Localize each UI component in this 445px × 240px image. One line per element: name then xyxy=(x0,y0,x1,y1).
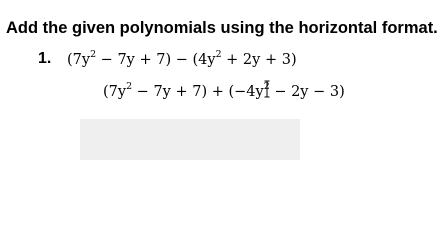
expression-part: + 2y + 3) xyxy=(221,52,297,68)
rewritten-expression xyxy=(103,81,345,103)
expression-part: (7y xyxy=(103,84,127,100)
expression-part: − 7y + 7) − (4y xyxy=(96,52,216,68)
exponent: 2 xyxy=(126,80,133,92)
exponent: 2 xyxy=(263,80,270,92)
text-cursor-icon xyxy=(264,80,270,98)
problem-number: 1. xyxy=(38,50,52,67)
exponent: 2 xyxy=(90,48,97,60)
exponent: 2 xyxy=(215,48,222,60)
instruction-heading: Add the given polynomials using the horizontal format. xyxy=(6,19,438,37)
expression-part: − 7y + 7) + (−4y xyxy=(132,84,264,100)
expression-part: − 2y − 3) xyxy=(269,84,345,100)
expression-part: (7y xyxy=(67,52,91,68)
problem-expression xyxy=(67,49,297,71)
answer-input[interactable] xyxy=(80,119,300,160)
